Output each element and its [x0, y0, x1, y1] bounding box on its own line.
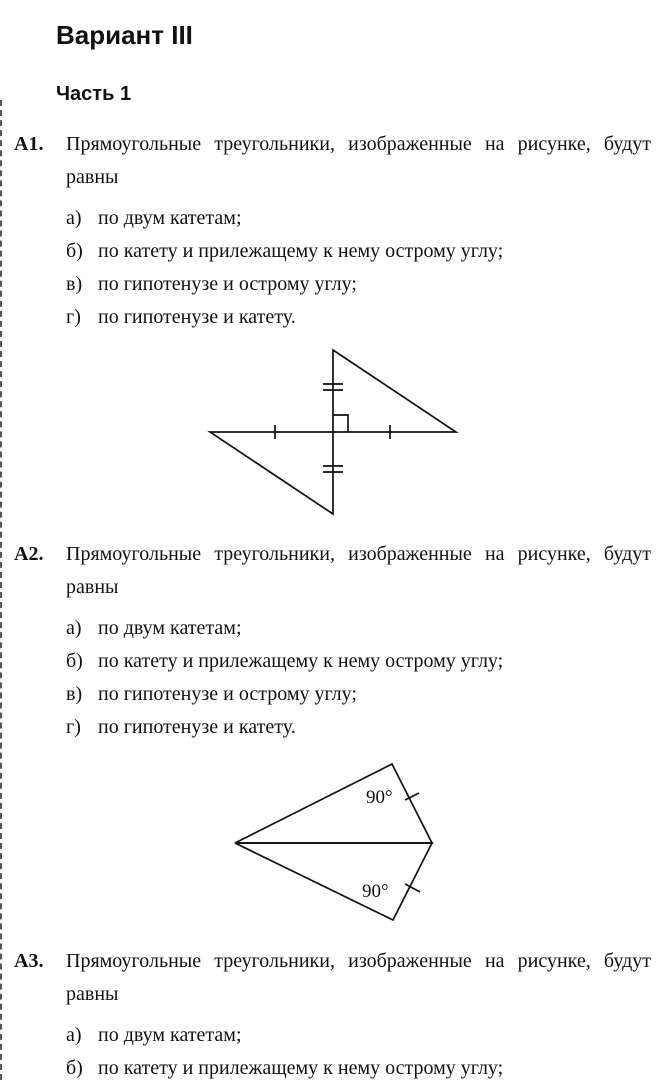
option-text: по двум катетам; — [98, 207, 242, 229]
option-letter: б) — [66, 650, 83, 672]
option-letter: г) — [66, 716, 81, 738]
task-question: Прямоугольные треугольники, изображенные на рисунке, будут равны — [66, 543, 651, 598]
option-letter: г) — [66, 306, 81, 328]
triangles-diagram-a1 — [200, 340, 470, 525]
option-g[interactable] — [66, 301, 503, 334]
lower-triangle — [235, 843, 432, 920]
figure-a2 — [225, 755, 440, 930]
angle-label-bottom: 90° — [362, 881, 389, 902]
option-letter: в) — [66, 683, 83, 705]
option-text: по гипотенузе и катету. — [98, 306, 296, 328]
option-text: по катету и прилежащему к нему острому углу; — [98, 650, 504, 672]
upper-triangle — [333, 350, 456, 432]
option-b[interactable] — [66, 235, 503, 268]
variant-title: Вариант III — [56, 20, 193, 50]
part-title: Часть 1 — [56, 83, 132, 105]
task-number: А2. — [14, 543, 44, 565]
figure-a1 — [200, 340, 470, 525]
task-number: А3. — [14, 950, 44, 972]
option-v[interactable] — [66, 678, 503, 711]
task-a1 — [0, 128, 663, 328]
option-letter: в) — [66, 273, 83, 295]
option-v[interactable] — [66, 268, 503, 301]
option-letter: а) — [66, 1024, 82, 1046]
option-a[interactable] — [66, 1019, 503, 1052]
option-b[interactable] — [66, 1052, 503, 1085]
options-list — [66, 1019, 503, 1085]
lower-triangle — [210, 432, 333, 514]
task-number: А1. — [14, 133, 44, 155]
option-text: по двум катетам; — [98, 617, 242, 639]
options-list — [66, 202, 503, 334]
option-g[interactable] — [66, 711, 503, 744]
option-a[interactable] — [66, 202, 503, 235]
option-b[interactable] — [66, 645, 503, 678]
option-text: по гипотенузе и острому углу; — [98, 273, 357, 295]
task-question: Прямоугольные треугольники, изображенные на рисунке, будут равны — [66, 133, 651, 188]
option-letter: а) — [66, 617, 82, 639]
option-text: по двум катетам; — [98, 1024, 242, 1046]
option-letter: б) — [66, 1057, 83, 1079]
option-letter: б) — [66, 240, 83, 262]
option-text: по гипотенузе и катету. — [98, 716, 296, 738]
upper-triangle — [235, 764, 432, 843]
triangles-diagram-a2 — [225, 755, 440, 930]
task-a3 — [0, 945, 663, 1080]
option-text: по катету и прилежащему к нему острому углу; — [98, 1057, 504, 1079]
task-question: Прямоугольные треугольники, изображенные на рисунке, будут равны — [66, 950, 651, 1005]
angle-label-top: 90° — [366, 787, 393, 808]
options-list — [66, 612, 503, 744]
option-text: по гипотенузе и острому углу; — [98, 683, 357, 705]
option-text: по катету и прилежащему к нему острому углу; — [98, 240, 504, 262]
option-letter: а) — [66, 207, 82, 229]
task-a2 — [0, 538, 663, 738]
option-a[interactable] — [66, 612, 503, 645]
right-angle-mark — [333, 415, 348, 432]
